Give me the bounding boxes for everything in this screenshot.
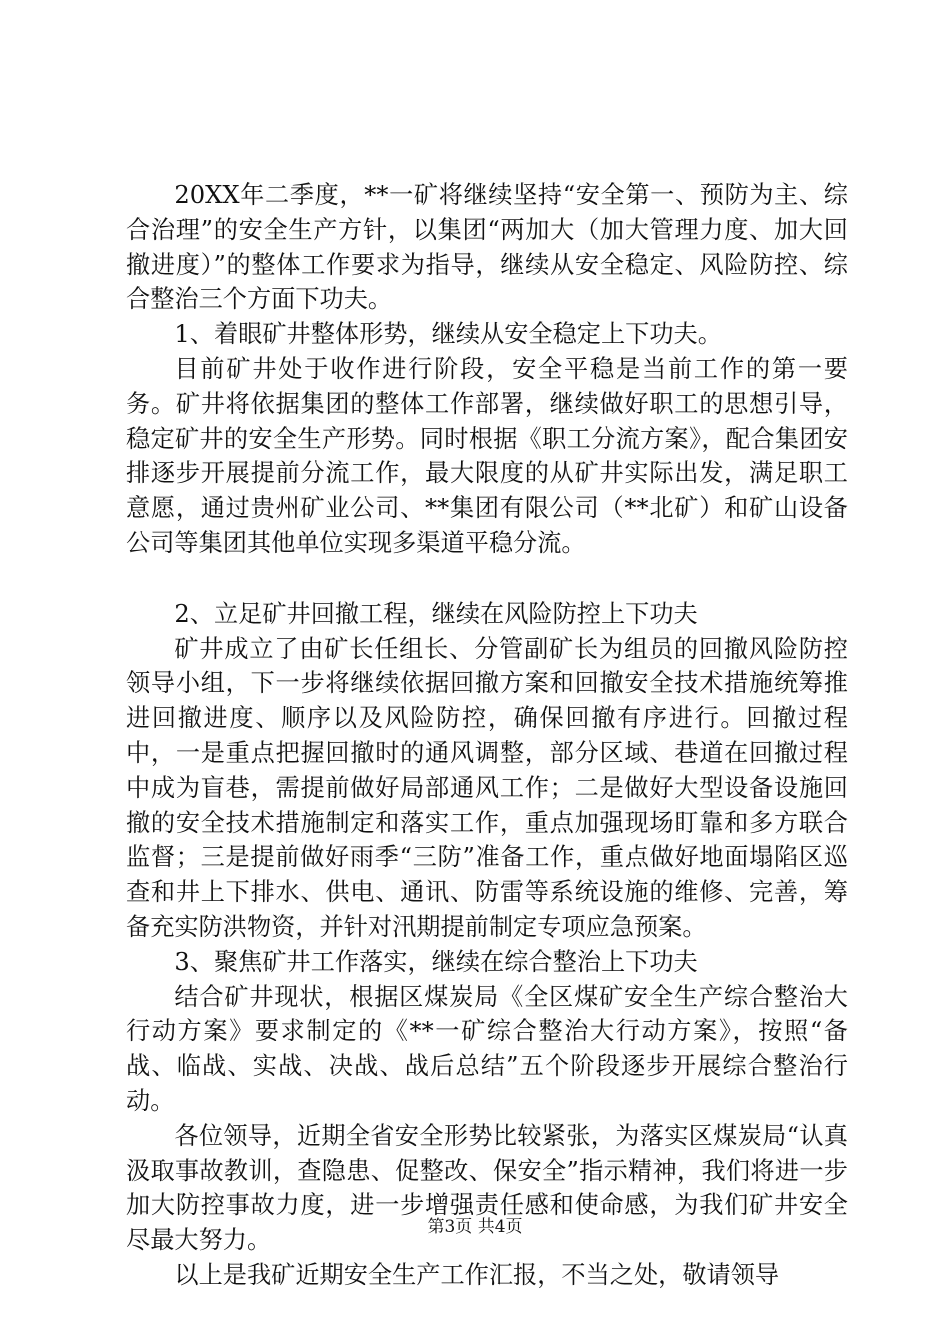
document-body	[126, 178, 848, 1293]
final-paragraph: 以上是我矿近期安全生产工作汇报，不当之处，敬请领导	[174, 1260, 780, 1289]
page-number-footer: 第3页 共4页	[427, 1217, 523, 1237]
section-paragraph-2: 矿井成立了由矿长任组长、分管副矿长为组员的回撤风险防控领导小组，下一步将继续依据回撤方案和回撤安全技术措施统筹推进回撤进度、顺序以及风险防控，确保回撤有序进行。回撤过程中，一是重点把握回撤时的通风调整，部分区域、巷道在回撤过程中成为盲巷，需提前做好局部通风工作；二是做好大型设备设施回撤的安全技术措施制定和落实工作，重点加强现场盯靠和多方联合监督；三是提前做好雨季“三防”准备工作，重点做好地面塌陷区巡查和井上下排水、供电、通讯、防雷等系统设施的维修、完善，筹备充实防洪物资，并针对汛期提前制定专项应急预案。	[126, 634, 848, 941]
section-heading-1: 1、着眼矿井整体形势，继续从安全稳定上下功夫。	[174, 320, 722, 349]
closing-paragraph: 各位领导，近期全省安全形势比较紧张，为落实区煤炭局“认真汲取事故教训，查隐患、促整改、保安全”指示精神，我们将进一步加大防控事故力度，进一步增强责任感和使命感，为我们矿井安全尽最大努力。	[126, 1121, 848, 1255]
section-paragraph-1: 目前矿井处于收作进行阶段，安全平稳是当前工作的第一要务。矿井将依据集团的整体工作部署，继续做好职工的思想引导，稳定矿井的安全生产形势。同时根据《职工分流方案》，配合集团安排逐步开展提前分流工作，最大限度的从矿井实际出发，满足职工意愿，通过贵州矿业公司、**集团有限公司（**北矿）和矿山设备公司等集团其他单位实现多渠道平稳分流。	[126, 354, 848, 557]
section-heading-3: 3、聚焦矿井工作落实，继续在综合整治上下功夫	[174, 947, 698, 976]
section-heading-2: 2、立足矿井回撤工程，继续在风险防控上下功夫	[174, 599, 698, 628]
paragraph-spacer	[126, 561, 848, 597]
section-paragraph-3: 结合矿井现状，根据区煤炭局《全区煤矿安全生产综合整治大行动方案》要求制定的《**一矿综合整治大行动方案》，按照“备战、临战、实战、决战、战后总结”五个阶段逐步开展综合整治行动。	[126, 982, 848, 1115]
intro-paragraph: 20XX年二季度，**一矿将继续坚持“安全第一、预防为主、综合治理”的安全生产方针，以集团“两加大（加大管理力度、加大回撤进度）”的整体工作要求为指导，继续从安全稳定、风险防控、综合整治三个方面下功夫。	[126, 181, 848, 314]
